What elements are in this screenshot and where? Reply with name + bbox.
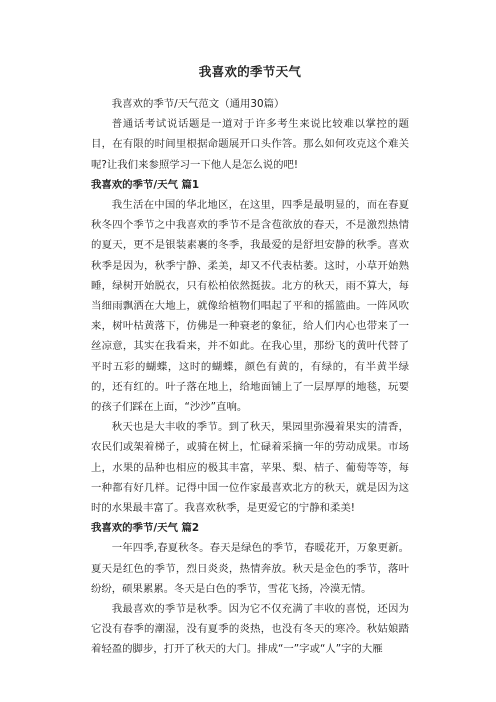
article-paragraph: 我最喜欢的季节是秋季。因为它不仅充满了丰收的喜悦，还因为它没有春季的潮湿，没有夏季的炎热，也没有冬天的寒冷。秋姑娘踏着轻盈的脚步，打开了秋天的大门。排成“一”字或“人”字的大雁	[91, 603, 409, 656]
article-paragraph: 一年四季,春夏秋冬。春天是绿色的季节，春暖花开，万象更新。夏天是红色的季节，烈日炎炎，热情奔放。秋天是金色的季节，落叶纷纷，硕果累累。冬天是白色的季节，雪花飞扬，冷漠无情。	[91, 542, 409, 595]
intro-subtitle: 我喜欢的季节/天气范文（通用30篇）	[111, 98, 285, 110]
document-page	[91, 62, 409, 660]
intro-lead: 普通话考试说话题是一道对于许多考生来说比较难以掌控的题目，在有限的时间里根据命题展开口头作答。那么如何攻克这个难关呢?让我们来参照学习一下他人是怎么说的吧!	[91, 118, 409, 171]
article-paragraph: 我生活在中国的华北地区，在这里，四季是最明显的，而在春夏秋冬四个季节之中我喜欢的季节不是含苞欲放的春天，不是激烈热情的夏天，更不是银装素裹的冬季，我最爱的是舒坦安静的秋季。喜欢秋季是因为，秋季宁静、柔美，却又不代表枯萎。这时，小草开始熟睡，绿树开始脱衣，只有松柏依然挺拔。北方的秋天，雨不算大，每当细雨飘洒在大地上，就像给植物们唱起了平和的摇篮曲。一阵风吹来，树叶枯黄落下，仿佛是一种衰老的象征，给人们内心也带来了一丝凉意，其实在我看来，并不如此。在我心里，那纷飞的黄叶代替了平时五彩的蝴蝶，这时的蝴蝶，颜色有黄的，有绿的，有半黄半绿的，还有红的。叶子落在地上，给地面铺上了一层厚厚的地毯，玩要的孩子们踩在上面，“沙沙”直响。	[91, 199, 409, 414]
article-heading: 我喜欢的季节/天气 篇1	[91, 178, 200, 191]
article-paragraph: 秋天也是大丰收的季节。到了秋天，果园里弥漫着果实的清香，农民们或架着梯子，或骑在树上，忙碌着采摘一年的劳动成果。市场上，水果的品种也相应的极其丰富，苹果、梨、桔子、葡萄等等，每一种都有好几样。记得中国一位作家最喜欢北方的秋天，就是因为这时的水果最丰富了。我喜欢秋季，是更爱它的宁静和柔美!	[91, 421, 409, 515]
document-title: 我喜欢的季节天气	[198, 64, 302, 79]
article-heading: 我喜欢的季节/天气 篇2	[91, 522, 200, 535]
